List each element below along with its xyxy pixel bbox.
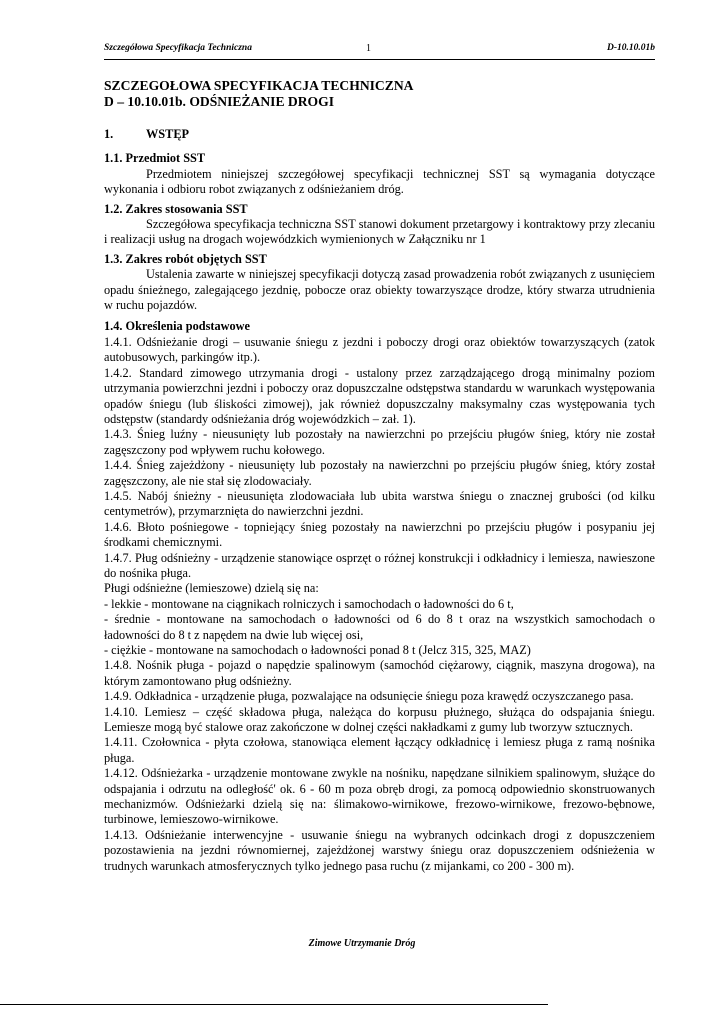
header-doc-code: D-10.10.01b <box>606 43 655 53</box>
section-1-4-heading: 1.4. Określenia podstawowe <box>104 319 250 334</box>
definition-item: 1.4.4. Śnieg zajeżdżony - nieusunięty lub pozostały na nawierzchni po przejściu pługów śnieg, który został zagęszczony, ale nie stał się zlodowaciały. <box>104 458 655 488</box>
page-header <box>104 43 655 57</box>
section-1-2-heading: 1.2. Zakres stosowania SST <box>104 201 248 216</box>
section-1-number: 1. <box>104 127 114 141</box>
document-body <box>104 78 655 874</box>
section-1-1-heading: 1.1. Przedmiot SST <box>104 151 206 166</box>
definition-item: - lekkie - montowane na ciągnikach rolniczych i samochodach o ładowności do 6 t, <box>104 596 514 611</box>
definition-item: 1.4.12. Odśnieżarka - urządzenie montowane zwykle na nośniku, napędzane silnikiem spalinowym, służące do odspajania i odrzutu na odległość' ok. 6 - 60 m poza obręb drogi, za pomocą odpowiednio skonstruowanych mechanizmów. Odśnieżarki dzielą się na: ślimakowo-wirnikowe, frezowo-wirnikowe, frezowo-bębnowe, turbinowe, lemieszowo-wirnikowe. <box>104 766 655 827</box>
definition-item: 1.4.3. Śnieg luźny - nieusunięty lub pozostały na nawierzchni po przejściu pługów śnieg, który nie został zagęszczony pod wpływem ruchu kołowego. <box>104 427 655 457</box>
section-1-heading <box>104 127 655 142</box>
definition-item: 1.4.9. Odkładnica - urządzenie pługa, pozwalające na odsunięcie śniegu poza krawędź oczyszczanego pasa. <box>104 689 634 704</box>
definition-item: 1.4.11. Czołownica - płyta czołowa, stanowiąca element łączący odkładnicę i lemiesz pługa z ramą nośnika pługa. <box>104 735 655 765</box>
definition-item: Pługi odśnieżne (lemieszowe) dzielą się na: <box>104 581 319 596</box>
definition-item: 1.4.6. Błoto pośniegowe - topniejący śnieg pozostały na nawierzchni po przejściu pługów i posypaniu jej środkami chemicznymi. <box>104 519 655 550</box>
definition-item: 1.4.8. Nośnik pługa - pojazd o napędzie spalinowym (samochód ciężarowy, ciągnik, maszyna drogowa), na którym zamontowano pług odśnieżny. <box>104 658 655 688</box>
header-page-number: 1 <box>366 43 371 54</box>
section-1-3-heading: 1.3. Zakres robót objętych SST <box>104 251 267 266</box>
section-1-2-text: Szczegółowa specyfikacja techniczna SST stanowi dokument przetargowy i kontraktowy przy zlecaniu i realizacji usług na drogach wojewódzkich wymienionych w Załączniku nr 1 <box>104 217 655 247</box>
definition-item: - ciężkie - montowane na samochodach o ładowności ponad 8 t (Jelcz 315, 325, MAZ) <box>104 643 531 657</box>
section-1-label: WSTĘP <box>146 127 190 141</box>
definition-item: 1.4.7. Pług odśnieżny - urządzenie stanowiące osprzęt o różnej konstrukcji i odkładnicy i lemiesza, nawieszone do nośnika pługa. <box>104 550 655 580</box>
doc-title-line2: D – 10.10.01b. ODŚNIEŻANIE DROGI <box>104 94 334 109</box>
definition-item: 1.4.13. Odśnieżanie interwencyjne - usuwanie śniegu na wybranych odcinkach drogi z dopuszczeniem pozostawienia na jezdni równomiernej, zajeżdżonej warstwy śniegu oraz dopuszczeniem odśnieżenia w trudnych warunkach atmosferycznych tylko jednego pasa ruchu (z mijankami, co 200 - 300 m). <box>104 827 655 873</box>
section-1-3-text: Ustalenia zawarte w niniejszej specyfikacji dotyczą zasad prowadzenia robót związanych z usunięciem opadu śnieżnego, zalegającego jezdnię, pobocze oraz obiekty towarzyszące drodze, który stwarza utrudnienia w ruchu pojazdów. <box>104 267 655 313</box>
definition-item: - średnie - montowane na samochodach o ładowności od 6 do 8 t oraz na wszystkich samochodach o ładowności do 8 t z napędem na dwie lub więcej osi, <box>104 612 655 642</box>
section-1-1-text: Przedmiotem niniejszej szczegółowej specyfikacji technicznej SST są wymagania dotyczące wykonania i odbioru robot związanych z odśnieżaniem dróg. <box>104 166 655 197</box>
definition-item: 1.4.2. Standard zimowego utrzymania drogi - ustalony przez zarządzającego drogą minimalny poziom utrzymania powierzchni jezdni i poboczy oraz dopuszczalne odstępstwa standardu w warunkach występowania opadów śniegu (lub śliskości zimowej), jak również dopuszczalny maksymalny czas występowania tych odstępstw (standardy odśnieżania dróg wojewódzkich – zał. 1). <box>104 365 655 426</box>
definition-item: 1.4.1. Odśnieżanie drogi – usuwanie śniegu z jezdni i poboczy drogi oraz obiektów towarzyszących (zatok autobusowych, parkingów itp.). <box>104 334 655 365</box>
doc-title-line1: SZCZEGOŁOWA SPECYFIKACJA TECHNICZNA <box>104 78 414 93</box>
definition-item: 1.4.10. Lemiesz – część składowa pługa, należąca do korpusu płużnego, służąca do odspajania śniegu. Lemiesze mogą być stalowe oraz zakończone w dolnej części nakładkami z gumy lub tworzyw sztucznych. <box>104 704 655 735</box>
footer-rule <box>0 1004 548 1005</box>
page-footer: Zimowe Utrzymanie Dróg <box>308 938 416 949</box>
definition-item: 1.4.5. Nabój śnieżny - nieusunięta zlodowaciała lub ubita warstwa śniegu o znacznej grubości (od kilku centymetrów), przymarznięta do nawierzchni jezdni. <box>104 488 655 519</box>
header-rule <box>104 59 655 60</box>
header-doc-title: Szczegółowa Specyfikacja Techniczna <box>104 43 252 53</box>
